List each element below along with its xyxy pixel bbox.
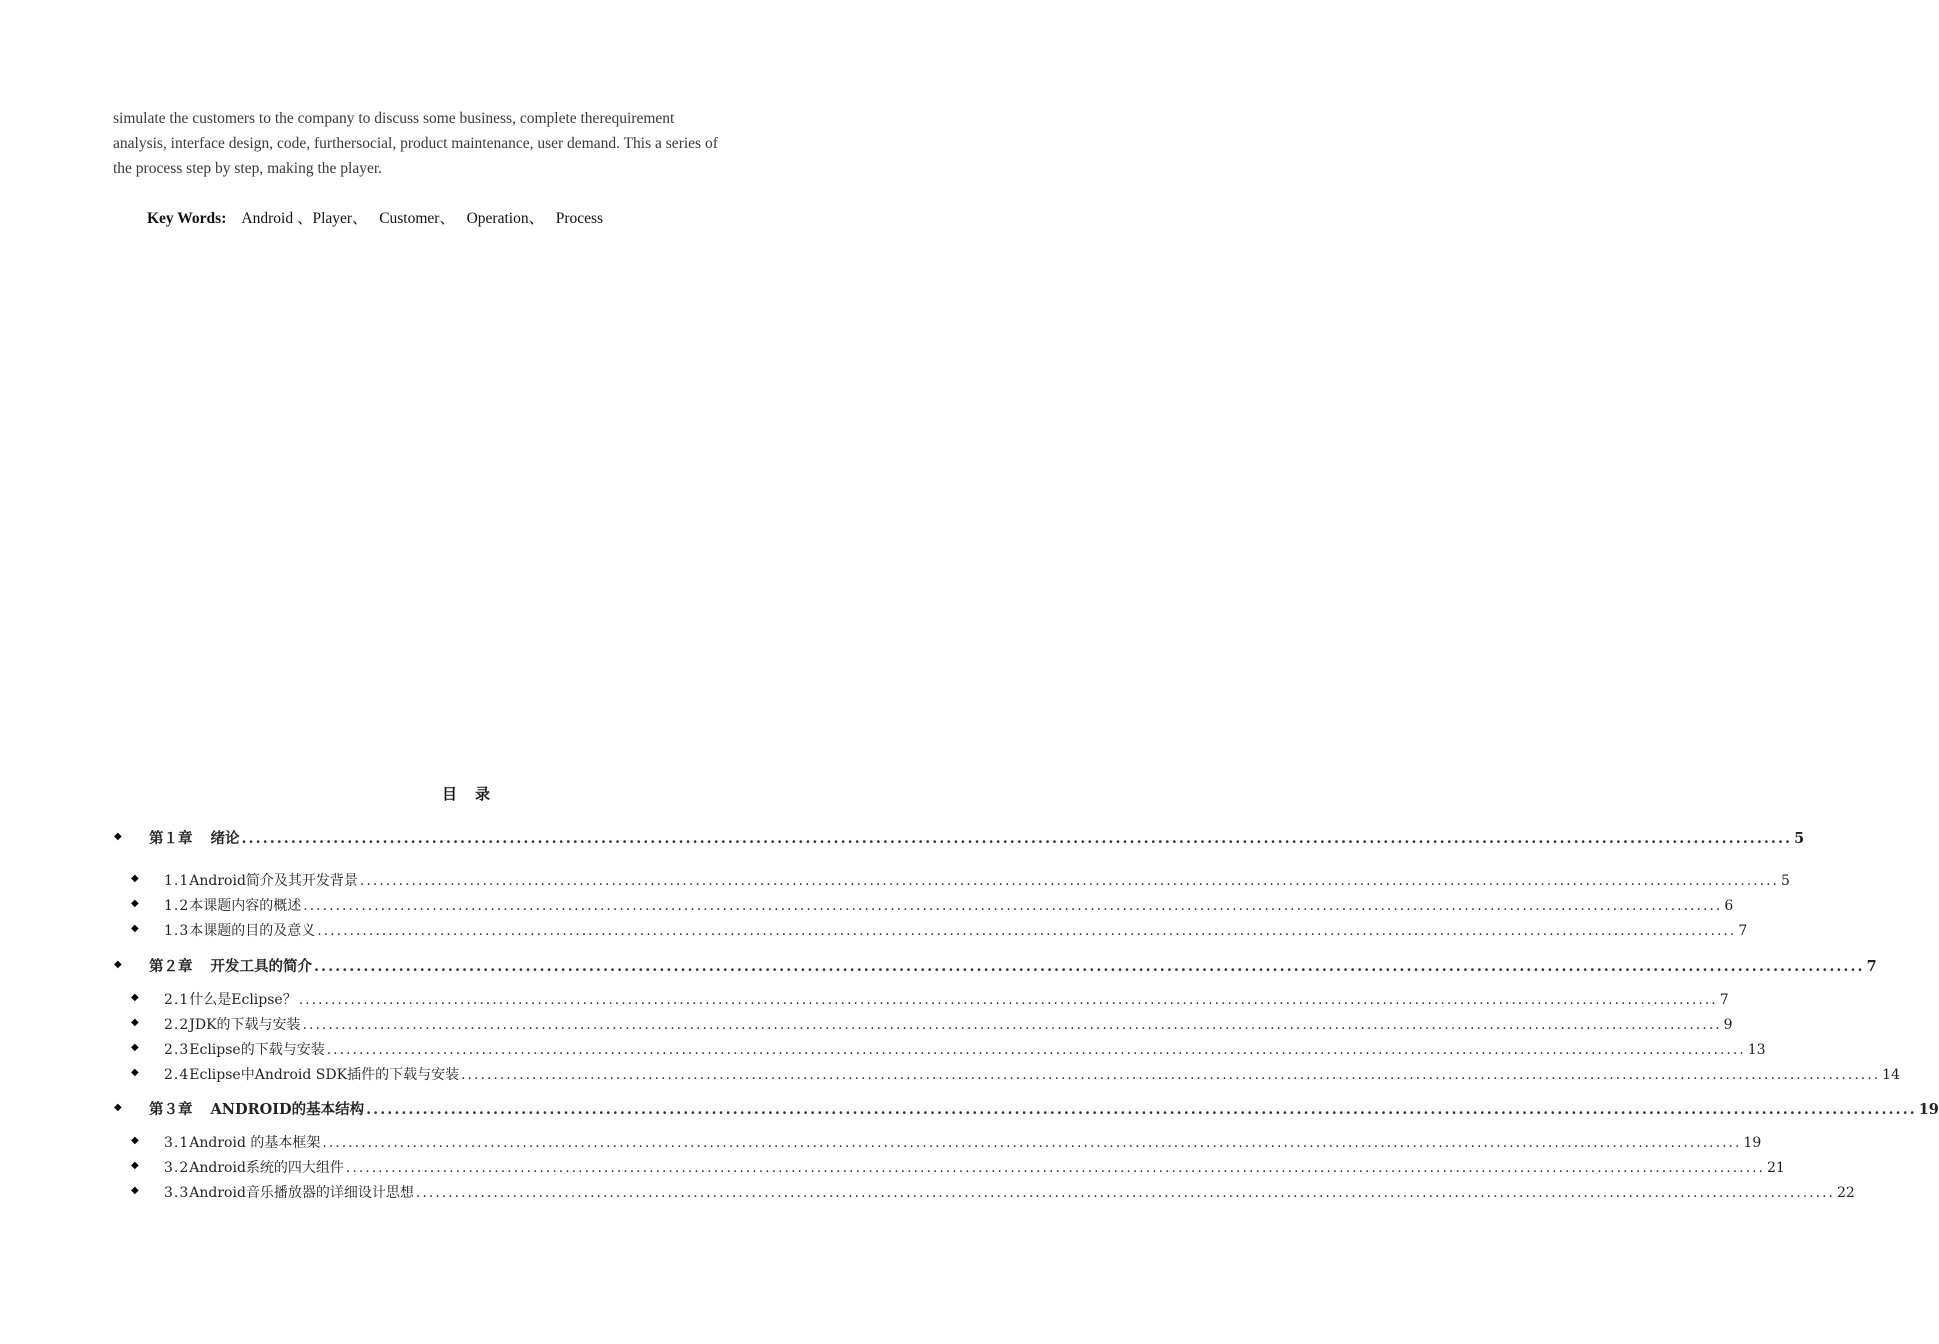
diamond-bullet-icon: ◆ (131, 873, 139, 884)
toc-entry-number: 2.3 (164, 1042, 190, 1058)
abstract-line: simulate the customers to the company to discuss some business, complete therequirement (113, 110, 675, 127)
toc-page-number: 5 (1780, 873, 1790, 889)
toc-dot-leader: ............................................................................................................................................................................................................................ (345, 1160, 1765, 1176)
diamond-bullet-icon: ◆ (131, 1017, 139, 1028)
toc-dot-leader: ............................................................................................................................................................................................................................ (241, 830, 1793, 847)
toc-entry-number: 第１章 (149, 830, 193, 847)
toc-dot-leader: ............................................................................................................................................................................................................................ (317, 923, 1737, 939)
diamond-bullet-icon: ◆ (131, 1067, 139, 1078)
keyword: Customer、 (379, 210, 455, 227)
toc-entry-title: Android 的基本框架 (189, 1135, 321, 1151)
toc-page-number: 6 (1724, 898, 1734, 914)
toc-chapter-entry[interactable] (114, 955, 1877, 976)
keywords-label: Key Words: (147, 210, 227, 227)
toc-section-entry[interactable] (131, 920, 1748, 940)
toc-entry-number: 第３章 (149, 1101, 193, 1118)
diamond-bullet-icon: ◆ (131, 1135, 139, 1146)
toc-section-entry[interactable] (131, 1014, 1733, 1034)
toc-section-entry[interactable] (131, 1157, 1785, 1177)
toc-section-entry[interactable] (131, 1132, 1762, 1152)
toc-entry-number: 1.2 (164, 898, 190, 914)
toc-dot-leader: ............................................................................................................................................................................................................................ (415, 1185, 1835, 1201)
toc-dot-leader: ............................................................................................................................................................................................................................ (302, 1017, 1722, 1033)
toc-entry-title: Eclipse中Android SDK插件的下载与安装 (189, 1067, 460, 1083)
toc-section-entry[interactable] (131, 1064, 1900, 1084)
toc-title: 目录 (441, 785, 508, 803)
toc-page-number: 13 (1747, 1042, 1766, 1058)
toc-entry-number: 3.2 (164, 1160, 190, 1176)
toc-entry-title: ANDROID的基本结构 (210, 1101, 365, 1118)
toc-chapter-entry[interactable] (114, 827, 1805, 848)
toc-dot-leader: ............................................................................................................................................................................................................................ (359, 873, 1779, 889)
toc-entry-title: Android简介及其开发背景 (189, 873, 358, 889)
diamond-bullet-icon: ◆ (131, 1042, 139, 1053)
toc-section-entry[interactable] (131, 895, 1734, 915)
toc-entry-title: 本课题的目的及意义 (189, 923, 316, 939)
toc-entry-title: 什么是Eclipse？ (189, 992, 297, 1008)
keyword: Operation、 (466, 210, 545, 227)
toc-entry-number: 1.3 (164, 923, 190, 939)
diamond-bullet-icon: ◆ (114, 831, 122, 842)
toc-entry-title: Android音乐播放器的详细设计思想 (189, 1185, 414, 1201)
abstract-text (113, 106, 783, 181)
toc-section-entry[interactable] (131, 1182, 1855, 1202)
toc-entry-title: 本课题内容的概述 (189, 898, 302, 914)
diamond-bullet-icon: ◆ (131, 1160, 139, 1171)
diamond-bullet-icon: ◆ (131, 992, 139, 1003)
toc-chapter-entry[interactable] (114, 1098, 1939, 1119)
toc-entry-number: 2.4 (164, 1067, 190, 1083)
keyword: Process (555, 210, 604, 227)
toc-entry-number: 3.1 (164, 1135, 190, 1151)
keyword: Player、 (312, 210, 368, 227)
toc-page-number: 7 (1719, 992, 1729, 1008)
toc-entry-title: Eclipse的下载与安装 (189, 1042, 325, 1058)
toc-page-number: 5 (1794, 830, 1805, 847)
toc-page-number: 19 (1918, 1101, 1939, 1118)
toc-page-number: 7 (1866, 958, 1877, 975)
toc-page-number: 19 (1743, 1135, 1762, 1151)
keyword: Android 、 (241, 210, 313, 227)
toc-dot-leader: ............................................................................................................................................................................................................................ (366, 1101, 1917, 1118)
toc-page-number: 22 (1836, 1185, 1855, 1201)
abstract-line: analysis, interface design, code, furthersocial, product maintenance, user demand. This a series of (113, 135, 718, 152)
diamond-bullet-icon: ◆ (131, 1185, 139, 1196)
toc-dot-leader: ............................................................................................................................................................................................................................ (322, 1135, 1742, 1151)
toc-dot-leader: ............................................................................................................................................................................................................................ (298, 992, 1718, 1008)
toc-dot-leader: ............................................................................................................................................................................................................................ (314, 958, 1865, 975)
toc-section-entry[interactable] (131, 1039, 1766, 1059)
toc-entry-title: 开发工具的简介 (210, 958, 312, 975)
toc-page-number: 21 (1766, 1160, 1785, 1176)
diamond-bullet-icon: ◆ (114, 1102, 122, 1113)
toc-entry-number: 1.1 (164, 873, 190, 889)
keywords-line (147, 206, 603, 228)
toc-dot-leader: ............................................................................................................................................................................................................................ (326, 1042, 1746, 1058)
abstract-line: the process step by step, making the player. (113, 160, 383, 177)
toc-dot-leader: ............................................................................................................................................................................................................................ (303, 898, 1723, 914)
toc-entry-number: 3.3 (164, 1185, 190, 1201)
toc-page-number: 9 (1723, 1017, 1733, 1033)
toc-section-entry[interactable] (131, 989, 1729, 1009)
toc-entry-number: 第２章 (149, 958, 193, 975)
toc-page-number: 7 (1738, 923, 1748, 939)
toc-entry-title: JDK的下载与安装 (189, 1017, 301, 1033)
toc-entry-number: 2.2 (164, 1017, 190, 1033)
toc-entry-number: 2.1 (164, 992, 190, 1008)
toc-entry-title: 绪论 (210, 830, 240, 847)
diamond-bullet-icon: ◆ (131, 923, 139, 934)
toc-entry-title: Android系统的四大组件 (189, 1160, 344, 1176)
diamond-bullet-icon: ◆ (114, 959, 122, 970)
toc-section-entry[interactable] (131, 870, 1790, 890)
diamond-bullet-icon: ◆ (131, 898, 139, 909)
toc-dot-leader: ............................................................................................................................................................................................................................ (461, 1067, 1881, 1083)
toc-page-number: 14 (1882, 1067, 1900, 1083)
